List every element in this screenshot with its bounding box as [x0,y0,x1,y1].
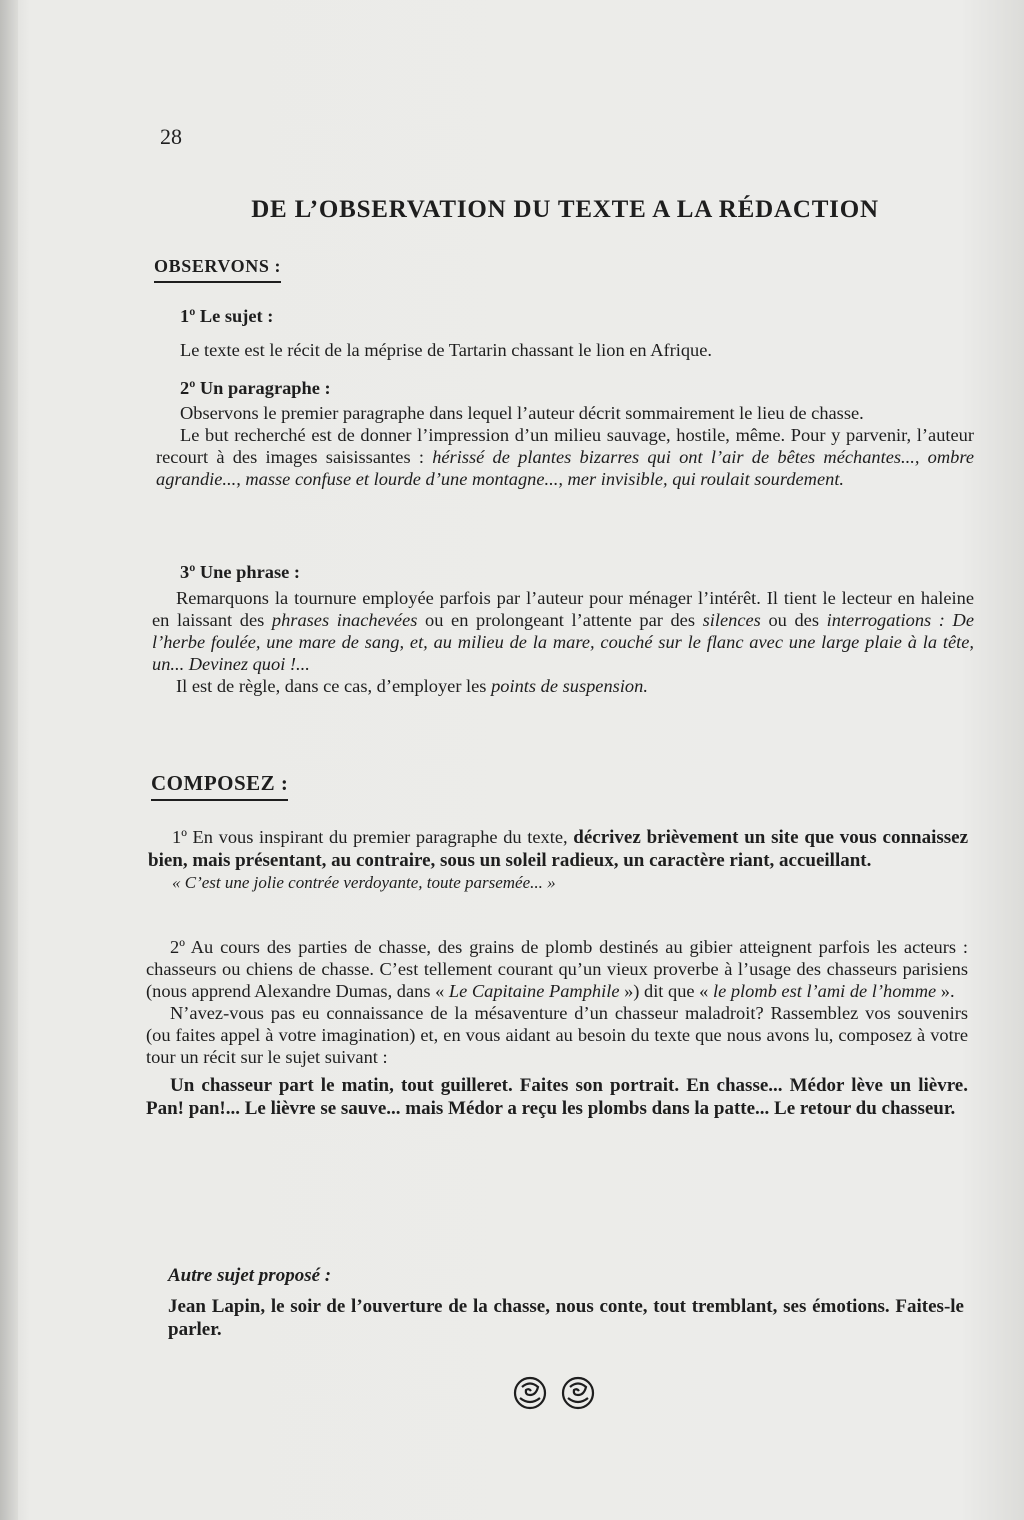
paragraph-text-2-plain: Le but recherché est de donner l’impression d’un milieu sauvage, hostile, même. Pour y parvenir, l’auteur recourt à des images saisissantes : [156,425,974,467]
exercise-2-block [146,936,968,1120]
paragraph-block [156,377,974,490]
page-title: DE L’OBSERVATION DU TEXTE A LA RÉDACTION [251,196,879,223]
subject-block [180,305,970,361]
phrase-text-1: Remarquons la tournure employée parfois par l’auteur pour ménager l’intérêt. Il tient le lecteur en haleine en laissant des [152,588,974,630]
page-spine-shadow [0,0,18,1520]
exercise-1-plain: 1º En vous inspirant du premier paragraphe du texte, [172,827,574,847]
exercise-1-text [148,826,968,872]
phrase-block [152,561,974,697]
phrase-text-2: ou en prolongeant l’attente par des [417,610,703,630]
paragraph-text-1: Observons le premier paragraphe dans lequel l’auteur décrit sommairement le lieu de chasse. [180,403,864,423]
paragraph-text-2 [156,424,974,490]
exercise-2-plain-2: ») dit que « [619,981,713,1001]
section-heading-observe: OBSERVONS : [154,257,281,283]
double-rose-ornament-icon [508,1374,604,1412]
exercise-2-instructions: N’avez-vous pas eu connaissance de la mésaventure d’un chasseur maladroit? Rassemblez vos souvenirs (ou faites appel à votre imagination) et, en vous aidant au besoin du texte que nous avons lu, composez à votre tour un récit sur le sujet suivant : [146,1003,968,1067]
phrase-italic-2: silences [702,610,761,630]
phrase-text-3: ou des [760,610,827,630]
exercise-2-plain-1: 2º Au cours des parties de chasse, des grains de plomb destinés au gibier atteignent parfois les acteurs : chasseurs ou chiens de chasse. C’est tellement courant qu’un vieux proverbe à l’usage des chasseurs parisiens (nous apprend Alexandre Dumas, dans « [146,937,968,1001]
exercise-2-plain-3: ». [936,981,955,1001]
paragraph-text-2-italic: hérissé de plantes bizarres qui ont l’air de bêtes méchantes..., ombre agrandie..., masse confuse et lourde d’une montagne..., mer invisible, qui roulait sourdement. [156,447,974,489]
other-subject-block [168,1264,964,1341]
exercise-2-subject: Un chasseur part le matin, tout guilleret. Faites son portrait. En chasse... Médor lève un lièvre. Pan! pan!... Le lièvre se sauve... mais Médor a reçu les plombs dans la patte... Le retour du chasseur. [146,1075,968,1119]
section-heading-compose: COMPOSEZ : [151,772,288,801]
exercise-1-quote: « C’est une jolie contrée verdoyante, toute parsemée... » [172,873,556,892]
exercise-1-bold: décrivez brièvement un site que vous connaissez bien, mais présentant, au contraire, sous un soleil radieux, un caractère riant, accueillant. [148,827,969,871]
page-number: 28 [160,124,182,149]
other-subject-text: Jean Lapin, le soir de l’ouverture de la chasse, nous conte, tout tremblant, ses émotions. Faites-le parler. [168,1296,964,1340]
exercise-2-italic-2: le plomb est l’ami de l’homme [712,981,937,1001]
subject-text: Le texte est le récit de la méprise de Tartarin chassant le lion en Afrique. [180,340,712,360]
exercise-1-block [148,826,968,894]
phrase-rule-plain: Il est de règle, dans ce cas, d’employer les [176,676,492,696]
phrase-rule-italic: points de suspension. [491,676,648,696]
exercise-2-italic-1: Le Capitaine Pamphile [448,981,620,1001]
subject-label: 1º Le sujet : [180,306,274,326]
phrase-italic-3: interrogations : De l’herbe foulée, une mare de sang, et, au milieu de la mare, couché sur le flanc avec une large plaie à la tête, un... Devinez quoi !... [152,610,974,674]
phrase-italic-1: phrases inachevées [271,610,418,630]
phrase-rule [152,675,974,697]
exercise-2-text [146,936,968,1002]
paragraph-label: 2º Un paragraphe : [180,378,331,398]
phrase-label: 3º Une phrase : [180,562,300,582]
phrase-text [152,587,974,675]
other-subject-label: Autre sujet proposé : [168,1265,332,1286]
